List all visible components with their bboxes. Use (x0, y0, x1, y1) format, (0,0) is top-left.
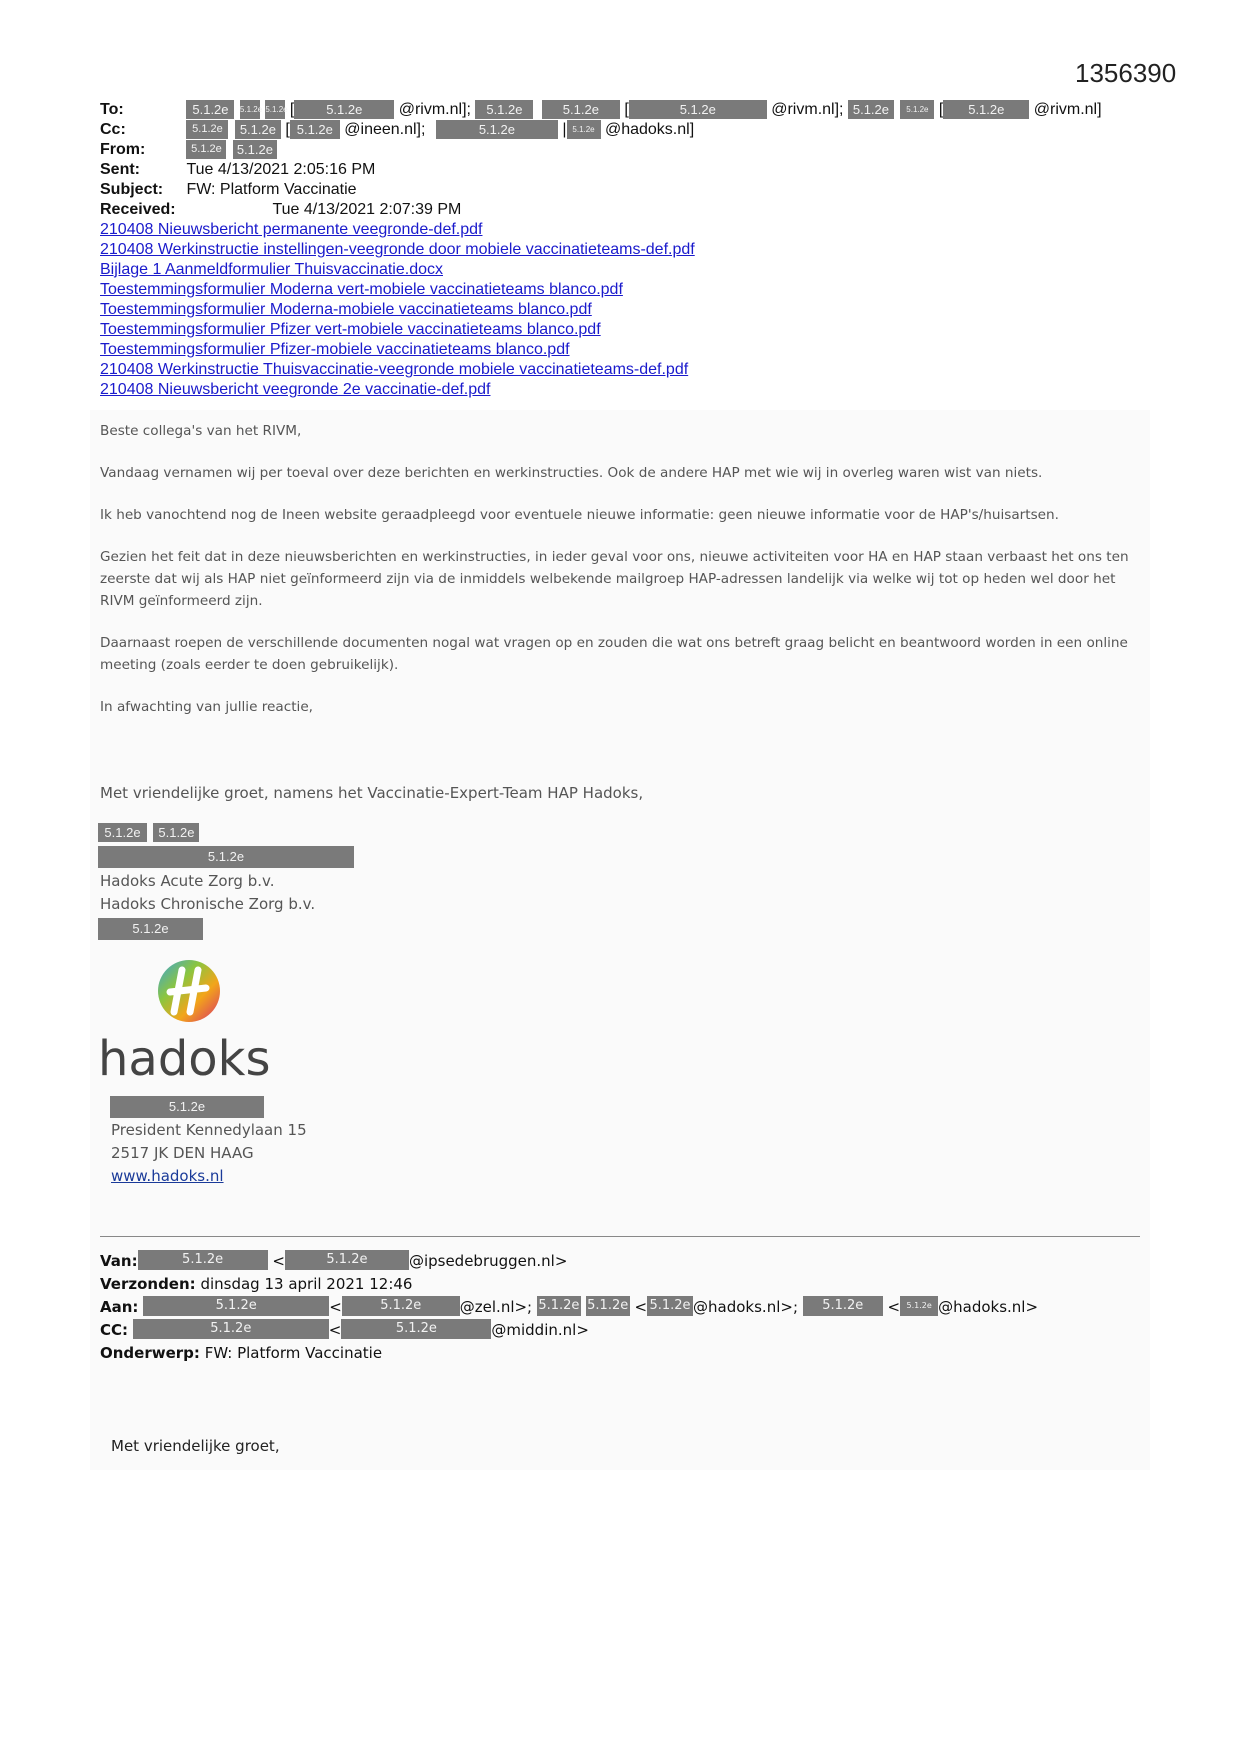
attachment-link[interactable]: Toestemmingsformulier Pfizer vert-mobiele vaccinatieteams blanco.pdf (100, 321, 601, 338)
subject-label: Subject: (100, 181, 164, 198)
received-value: Tue 4/13/2021 2:07:39 PM (272, 201, 462, 218)
redaction: 5.1.2e (900, 100, 934, 119)
subject-row (100, 180, 357, 200)
redaction: 5.1.2e (240, 100, 260, 119)
sent-row (100, 160, 375, 180)
from-label: From: (100, 141, 146, 158)
redaction: 5.1.2e (186, 140, 226, 159)
to-label: To: (100, 101, 124, 118)
redaction: 5.1.2e (475, 100, 533, 119)
closing: Met vriendelijke groet, namens het Vaccinatie-Expert-Team HAP Hadoks, (100, 784, 644, 802)
address-line: President Kennedylaan 15 (111, 1121, 307, 1139)
redaction: 5.1.2e (233, 140, 277, 159)
cc-label: Cc: (100, 121, 126, 138)
redaction: 5.1.2e (186, 120, 228, 139)
redaction: 5.1.2e (436, 120, 558, 139)
from-row (100, 140, 277, 160)
fwd-aan-label: Aan: (100, 1298, 139, 1316)
redaction: 5.1.2e (647, 1296, 693, 1316)
logo-wordmark: hadoks (98, 1031, 271, 1080)
redaction: 5.1.2e (943, 100, 1029, 119)
fwd-cc-domain: @middin.nl> (491, 1321, 589, 1339)
to-row: To: 5.1.2e 5.1.2e 5.1.2e [ 5.1.2e @rivm.nl]; 5.1.2e 5.1.2e [ 5.1.2e @rivm.nl]; 5.1.2e 5.1.2e [ 5.1.2e @rivm.nl] (100, 101, 1102, 118)
website-link[interactable]: www.hadoks.nl (111, 1167, 224, 1185)
fwd-van-domain: @ipsedebruggen.nl> (408, 1252, 568, 1270)
greeting: Beste collega's van het RIVM, (100, 423, 302, 439)
document-number: 1356390 (1075, 58, 1177, 88)
redaction: 5.1.2e (133, 1319, 329, 1339)
redaction: 5.1.2e (143, 1296, 329, 1316)
fwd-aan-domain: @zel.nl>; (459, 1298, 533, 1316)
received-row (100, 200, 461, 220)
redaction: 5.1.2e (110, 1096, 264, 1118)
signature-title-redaction (98, 846, 354, 868)
redaction: 5.1.2e (900, 1296, 938, 1316)
fwd-closing: Met vriendelijke groet, (111, 1437, 280, 1455)
company-name: Hadoks Acute Zorg b.v. (100, 872, 275, 890)
fwd-verzonden-value: dinsdag 13 april 2021 12:46 (200, 1275, 413, 1293)
to-domain: @rivm.nl] (1033, 101, 1102, 118)
redaction: 5.1.2e (537, 1296, 581, 1316)
body-paragraph: Gezien het feit dat in deze nieuwsberichten en werkinstructies, in ieder geval voor ons, nieuwe activiteiten voor HA en HAP staan verbaast het ons ten zeerste dat wij als HAP niet geïnformeerd zijn via de inmiddels welbekende mailgroep HAP-adressen landelijk via welke wij tot op heden wel door het RIVM geïnformeerd zijn. (100, 549, 1129, 609)
redaction: 5.1.2e (629, 100, 767, 119)
redaction: 5.1.2e (848, 100, 894, 119)
divider (100, 1236, 1140, 1237)
body-paragraph: Ik heb vanochtend nog de Ineen website geraadpleegd voor eventuele nieuwe informatie: geen nieuwe informatie voor de HAP's/huisartsen. (100, 507, 1059, 523)
cc-domain: @hadoks.nl] (604, 121, 695, 138)
attachment-link[interactable]: Toestemmingsformulier Pfizer-mobiele vaccinatieteams blanco.pdf (100, 341, 570, 358)
redaction: 5.1.2e (342, 1296, 460, 1316)
redaction: 5.1.2e (542, 100, 620, 119)
attachment-link[interactable]: Toestemmingsformulier Moderna vert-mobiele vaccinatieteams blanco.pdf (100, 281, 623, 298)
redaction: 5.1.2e (138, 1250, 268, 1270)
cc-domain: @ineen.nl]; (344, 121, 426, 138)
attachment-link[interactable]: 210408 Werkinstructie instellingen-veegronde door mobiele vaccinatieteams-def.pdf (100, 241, 695, 258)
fwd-van-row: Van: 5.1.2e < 5.1.2e @ipsedebruggen.nl> (100, 1252, 568, 1270)
redaction: 5.1.2e (98, 846, 354, 868)
fwd-onderwerp-label: Onderwerp: (100, 1344, 200, 1362)
fwd-aan-domain: @hadoks.nl> (938, 1298, 1039, 1316)
fwd-aan-row: Aan: 5.1.2e < 5.1.2e @zel.nl>; 5.1.2e 5.1.2e < 5.1.2e @hadoks.nl>; 5.1.2e < 5.1.2e @hadoks.nl> (100, 1298, 1039, 1316)
signature-phone-redaction (98, 918, 203, 940)
hadoks-logo (98, 950, 298, 1080)
fwd-verzonden-label: Verzonden: (100, 1275, 196, 1293)
fwd-verzonden-row (100, 1273, 412, 1295)
redaction: 5.1.2e (586, 1296, 630, 1316)
redaction: 5.1.2e (98, 823, 147, 842)
attachment-link[interactable]: 210408 Nieuwsbericht permanente veegronde-def.pdf (100, 221, 483, 238)
sent-label: Sent: (100, 161, 140, 178)
redaction: 5.1.2e (567, 120, 601, 139)
redaction: 5.1.2e (235, 120, 281, 139)
sent-value: Tue 4/13/2021 2:05:16 PM (186, 161, 376, 178)
fwd-onderwerp-value: FW: Platform Vaccinatie (204, 1344, 383, 1362)
fwd-van-label: Van: (100, 1252, 138, 1270)
subject-value: FW: Platform Vaccinatie (186, 181, 357, 198)
redaction: 5.1.2e (294, 100, 394, 119)
fwd-cc-label: CC: (100, 1321, 129, 1339)
to-domain: @rivm.nl]; (398, 101, 471, 118)
signature-name-redaction (98, 823, 199, 842)
signature-name2-redaction (110, 1096, 264, 1118)
redaction: 5.1.2e (186, 100, 234, 119)
received-label: Received: (100, 201, 176, 218)
fwd-aan-domain: @hadoks.nl>; (693, 1298, 798, 1316)
to-domain: @rivm.nl]; (771, 101, 844, 118)
redaction: 5.1.2e (290, 120, 340, 139)
fwd-onderwerp-row (100, 1342, 382, 1364)
fwd-cc-row: CC: 5.1.2e < 5.1.2e @middin.nl> (100, 1321, 589, 1339)
body-paragraph: In afwachting van jullie reactie, (100, 699, 313, 715)
attachment-link[interactable]: Bijlage 1 Aanmeldformulier Thuisvaccinatie.docx (100, 261, 443, 278)
redaction: 5.1.2e (285, 1250, 409, 1270)
attachment-link[interactable]: 210408 Werkinstructie Thuisvaccinatie-veegronde mobiele vaccinatieteams-def.pdf (100, 361, 689, 378)
redaction: 5.1.2e (803, 1296, 883, 1316)
attachment-link[interactable]: Toestemmingsformulier Moderna-mobiele vaccinatieteams blanco.pdf (100, 301, 592, 318)
attachment-link[interactable]: 210408 Nieuwsbericht veegronde 2e vaccinatie-def.pdf (100, 381, 491, 398)
redaction: 5.1.2e (153, 823, 199, 842)
company-name: Hadoks Chronische Zorg b.v. (100, 895, 316, 913)
cc-row: Cc: 5.1.2e 5.1.2e [ 5.1.2e @ineen.nl]; 5.1.2e | 5.1.2e @hadoks.nl] (100, 121, 695, 138)
redaction: 5.1.2e (341, 1319, 491, 1339)
redaction: 5.1.2e (265, 100, 285, 119)
address-line: 2517 JK DEN HAAG (111, 1144, 254, 1162)
redaction: 5.1.2e (98, 918, 203, 940)
body-paragraph: Vandaag vernamen wij per toeval over deze berichten en werkinstructies. Ook de andere HAP met wie wij in overleg waren wist van niets. (100, 465, 1043, 481)
body-paragraph: Daarnaast roepen de verschillende documenten nogal wat vragen op en zouden die wat ons betreft graag belicht en beantwoord worden in een online meeting (zoals eerder te doen gebruikelijk). (100, 635, 1128, 673)
